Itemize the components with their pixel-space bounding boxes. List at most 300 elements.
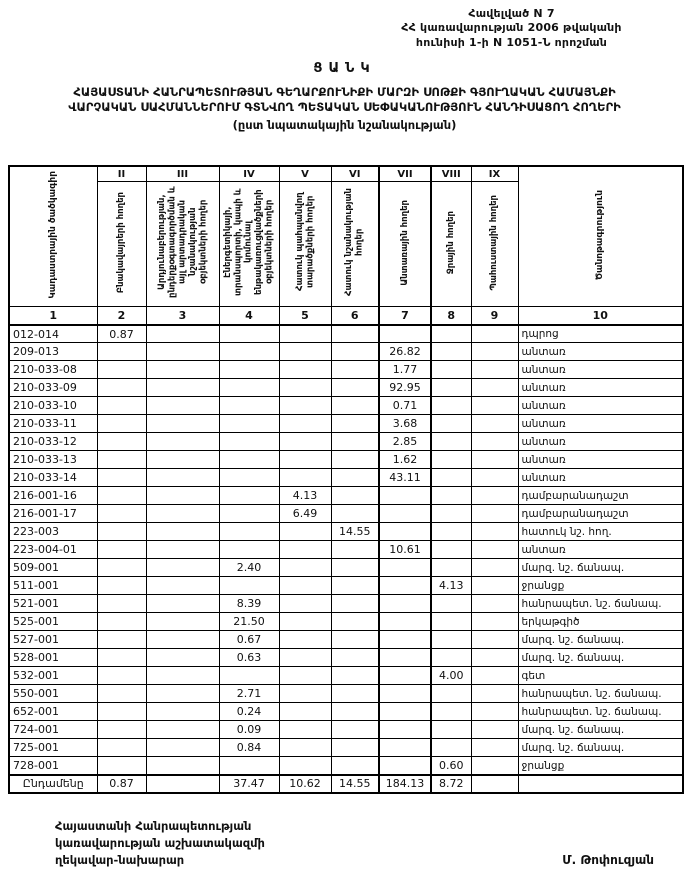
table-row bbox=[9, 487, 683, 505]
cell-area-value bbox=[146, 775, 219, 793]
table-row bbox=[9, 505, 683, 523]
cell-area-value bbox=[97, 559, 146, 577]
table-row bbox=[9, 415, 683, 433]
cell-area-value bbox=[146, 343, 219, 361]
cell-area-value bbox=[279, 649, 331, 667]
cell-area-value bbox=[379, 721, 431, 739]
column-header-special-purpose-lands: Հատուկ նշանակության հողեր bbox=[331, 182, 379, 307]
cell-area-value bbox=[279, 685, 331, 703]
cell-area-value bbox=[471, 379, 518, 397]
cell-note: հատուկ նշ. հող. bbox=[518, 523, 683, 541]
cell-area-value bbox=[97, 433, 146, 451]
cell-cadastral-code: 725-001 bbox=[9, 739, 97, 757]
column-header-energy-transport-lands: Էներգետիկայի, տրանսպորտի, կապի և կոմունալ ենթակառուցվածքների օբյեկտների հողեր bbox=[219, 182, 279, 307]
cell-area-value bbox=[279, 379, 331, 397]
cell-area-value: 10.61 bbox=[379, 541, 431, 559]
cell-area-value bbox=[146, 577, 219, 595]
cell-area-value bbox=[431, 703, 471, 721]
cell-area-value bbox=[331, 739, 379, 757]
cell-area-value bbox=[331, 343, 379, 361]
column-header-cadastral-code bbox=[9, 166, 97, 307]
cell-area-value bbox=[431, 325, 471, 343]
cell-area-value bbox=[146, 523, 219, 541]
cell-area-value: 3.68 bbox=[379, 415, 431, 433]
cell-area-value bbox=[146, 559, 219, 577]
cell-area-value bbox=[97, 451, 146, 469]
cell-area-value bbox=[97, 343, 146, 361]
cell-cadastral-code: 210-033-13 bbox=[9, 451, 97, 469]
cell-area-value bbox=[97, 541, 146, 559]
cell-area-value bbox=[471, 739, 518, 757]
cell-area-value bbox=[279, 523, 331, 541]
cell-area-value: 14.55 bbox=[331, 775, 379, 793]
table-row bbox=[9, 541, 683, 559]
cell-note: հանրապետ. նշ. ճանապ. bbox=[518, 703, 683, 721]
cell-area-value bbox=[331, 577, 379, 595]
cell-cadastral-code: 223-003 bbox=[9, 523, 97, 541]
annex-line: Հավելված N 7 bbox=[468, 7, 555, 20]
cell-area-value bbox=[471, 505, 518, 523]
cell-cadastral-code: 216-001-17 bbox=[9, 505, 97, 523]
cell-area-value bbox=[431, 469, 471, 487]
cell-area-value bbox=[97, 469, 146, 487]
cell-area-value bbox=[97, 505, 146, 523]
cell-cadastral-code: 210-033-12 bbox=[9, 433, 97, 451]
cell-area-value bbox=[379, 667, 431, 685]
cell-cadastral-code: 223-004-01 bbox=[9, 541, 97, 559]
cell-area-value bbox=[97, 361, 146, 379]
cell-area-value bbox=[471, 649, 518, 667]
cell-note: մարզ. նշ. ճանապ. bbox=[518, 721, 683, 739]
cell-area-value bbox=[146, 451, 219, 469]
column-number: 5 bbox=[279, 307, 331, 325]
cell-note: անտառ bbox=[518, 541, 683, 559]
column-header-label: Ծանոթագրություն bbox=[594, 190, 605, 281]
column-header-forest-lands: Անտառային հողեր bbox=[379, 182, 431, 307]
cell-area-value bbox=[97, 703, 146, 721]
cell-area-value: 0.09 bbox=[219, 721, 279, 739]
cell-area-value bbox=[146, 487, 219, 505]
cell-area-value bbox=[379, 505, 431, 523]
cell-area-value bbox=[279, 325, 331, 343]
cell-area-value: 26.82 bbox=[379, 343, 431, 361]
cell-area-value: 0.84 bbox=[219, 739, 279, 757]
cell-area-value bbox=[279, 343, 331, 361]
table-row bbox=[9, 649, 683, 667]
column-number: 2 bbox=[97, 307, 146, 325]
cell-area-value bbox=[431, 379, 471, 397]
column-number: 8 bbox=[431, 307, 471, 325]
column-header-industrial-lands: Արդյունաբերության, ընդերքօգտագործման և այլ արտադրական նշանակության օբյեկտների հողեր bbox=[146, 182, 219, 307]
cell-area-value bbox=[97, 649, 146, 667]
table-row bbox=[9, 613, 683, 631]
cell-cadastral-code: 210-033-08 bbox=[9, 361, 97, 379]
cell-area-value bbox=[279, 397, 331, 415]
cell-area-value bbox=[279, 415, 331, 433]
cell-note: մարզ. նշ. ճանապ. bbox=[518, 649, 683, 667]
cell-area-value bbox=[97, 523, 146, 541]
cell-area-value bbox=[431, 631, 471, 649]
cell-area-value bbox=[431, 451, 471, 469]
annex-line: ՀՀ կառավարության 2006 թվականի bbox=[401, 21, 622, 35]
cell-area-value bbox=[331, 631, 379, 649]
cell-area-value bbox=[431, 613, 471, 631]
cell-note: դպրոց bbox=[518, 325, 683, 343]
cell-area-value: 37.47 bbox=[219, 775, 279, 793]
cell-area-value bbox=[146, 613, 219, 631]
cell-area-value bbox=[331, 757, 379, 775]
cell-note: մարզ. նշ. ճանապ. bbox=[518, 559, 683, 577]
cell-area-value bbox=[279, 361, 331, 379]
cell-area-value bbox=[431, 739, 471, 757]
cell-area-value bbox=[219, 433, 279, 451]
cell-area-value: 6.49 bbox=[279, 505, 331, 523]
roman-numeral: IV bbox=[219, 166, 279, 182]
cell-cadastral-code: 652-001 bbox=[9, 703, 97, 721]
annex-line: հունիսի 1-ի N 1051-Ն որոշման bbox=[415, 35, 608, 49]
cell-cadastral-code: Ընդամենը bbox=[9, 775, 97, 793]
roman-numeral: VIII bbox=[431, 166, 471, 182]
cell-area-value: 1.62 bbox=[379, 451, 431, 469]
cell-area-value bbox=[379, 577, 431, 595]
title-line: ՎԱՐՉԱԿԱՆ ՍԱՀՄԱՆՆԵՐՈՒՄ ԳՏՆՎՈՂ ՊԵՏԱԿԱՆ ՍԵՓԱԿԱՆՈՒԹՅՈՒՆ ՀԱՆԴԻՍԱՑՈՂ ՀՈՂԵՐԻ bbox=[68, 100, 621, 115]
cell-area-value bbox=[331, 397, 379, 415]
cell-cadastral-code: 532-001 bbox=[9, 667, 97, 685]
cell-area-value bbox=[471, 775, 518, 793]
cell-area-value bbox=[219, 757, 279, 775]
table-row bbox=[9, 379, 683, 397]
cell-cadastral-code: 216-001-16 bbox=[9, 487, 97, 505]
cell-cadastral-code: 724-001 bbox=[9, 721, 97, 739]
cell-area-value bbox=[219, 577, 279, 595]
cell-area-value bbox=[331, 649, 379, 667]
cell-area-value bbox=[146, 433, 219, 451]
column-header-settlement-lands: Բնակավայրերի հողեր bbox=[97, 182, 146, 307]
table-body bbox=[9, 325, 683, 793]
cell-area-value bbox=[146, 739, 219, 757]
cell-area-value bbox=[146, 379, 219, 397]
cell-note bbox=[518, 775, 683, 793]
cell-area-value bbox=[431, 649, 471, 667]
table-row bbox=[9, 739, 683, 757]
signatory-title-line: ղեկավար-նախարար bbox=[55, 853, 185, 868]
cell-area-value bbox=[146, 685, 219, 703]
cell-note: մարզ. նշ. ճանապ. bbox=[518, 631, 683, 649]
cell-area-value bbox=[471, 451, 518, 469]
cell-area-value: 4.00 bbox=[431, 667, 471, 685]
cell-area-value bbox=[219, 469, 279, 487]
cell-area-value bbox=[471, 559, 518, 577]
cell-area-value bbox=[279, 577, 331, 595]
cell-area-value bbox=[471, 703, 518, 721]
cell-note: գետ bbox=[518, 667, 683, 685]
cell-area-value bbox=[331, 703, 379, 721]
table-row bbox=[9, 343, 683, 361]
cell-area-value bbox=[471, 667, 518, 685]
cell-area-value bbox=[279, 757, 331, 775]
cell-area-value bbox=[219, 361, 279, 379]
cell-area-value bbox=[219, 379, 279, 397]
cell-area-value bbox=[331, 433, 379, 451]
cell-area-value bbox=[219, 325, 279, 343]
cell-area-value bbox=[431, 523, 471, 541]
cell-area-value bbox=[219, 541, 279, 559]
cell-area-value bbox=[431, 433, 471, 451]
roman-numeral: VI bbox=[331, 166, 379, 182]
total-row bbox=[9, 775, 683, 793]
cell-area-value bbox=[279, 451, 331, 469]
cell-area-value bbox=[146, 469, 219, 487]
cell-note: անտառ bbox=[518, 469, 683, 487]
cell-area-value bbox=[431, 595, 471, 613]
cell-area-value bbox=[331, 325, 379, 343]
cell-area-value bbox=[146, 595, 219, 613]
cell-area-value bbox=[471, 469, 518, 487]
cell-area-value bbox=[471, 757, 518, 775]
signatory-name: Մ. Թոփուզյան bbox=[562, 852, 654, 867]
table-row bbox=[9, 559, 683, 577]
table-row bbox=[9, 631, 683, 649]
cell-area-value bbox=[331, 415, 379, 433]
cell-cadastral-code: 012-014 bbox=[9, 325, 97, 343]
column-number: 7 bbox=[379, 307, 431, 325]
cell-area-value bbox=[279, 595, 331, 613]
cell-area-value bbox=[219, 451, 279, 469]
cell-area-value bbox=[146, 649, 219, 667]
title-line: ՀԱՅԱՍՏԱՆԻ ՀԱՆՐԱՊԵՏՈՒԹՅԱՆ ԳԵՂԱՐՔՈՒՆԻՔԻ ՄԱՐԶԻ ՍՈԹՔԻ ԳՅՈՒՂԱԿԱՆ ՀԱՄԱՅՆՔԻ bbox=[73, 84, 616, 99]
cell-area-value bbox=[331, 613, 379, 631]
cell-area-value: 8.39 bbox=[219, 595, 279, 613]
cell-area-value bbox=[331, 361, 379, 379]
cell-area-value: 8.72 bbox=[431, 775, 471, 793]
cell-area-value bbox=[431, 361, 471, 379]
cell-area-value bbox=[431, 541, 471, 559]
cell-area-value bbox=[471, 541, 518, 559]
cell-cadastral-code: 210-033-11 bbox=[9, 415, 97, 433]
cell-area-value bbox=[146, 415, 219, 433]
cell-area-value bbox=[97, 685, 146, 703]
cell-note: անտառ bbox=[518, 343, 683, 361]
cell-area-value bbox=[379, 631, 431, 649]
cell-note: ջրանցք bbox=[518, 577, 683, 595]
cell-area-value bbox=[97, 379, 146, 397]
cell-area-value bbox=[431, 415, 471, 433]
cell-note: հանրապետ. նշ. ճանապ. bbox=[518, 595, 683, 613]
cell-area-value bbox=[379, 757, 431, 775]
cell-area-value bbox=[471, 325, 518, 343]
cell-area-value bbox=[331, 721, 379, 739]
cell-area-value bbox=[279, 703, 331, 721]
cell-note: դամբարանադաշտ bbox=[518, 487, 683, 505]
cell-area-value bbox=[97, 667, 146, 685]
cell-area-value bbox=[279, 469, 331, 487]
annex-reference bbox=[352, 7, 671, 50]
cell-cadastral-code: 528-001 bbox=[9, 649, 97, 667]
table-row bbox=[9, 451, 683, 469]
cell-area-value bbox=[279, 559, 331, 577]
cell-area-value bbox=[331, 379, 379, 397]
cell-area-value bbox=[379, 649, 431, 667]
roman-numeral: II bbox=[97, 166, 146, 182]
cell-area-value bbox=[219, 667, 279, 685]
cell-area-value bbox=[431, 505, 471, 523]
cell-area-value bbox=[431, 721, 471, 739]
table-row bbox=[9, 667, 683, 685]
cell-cadastral-code: 210-033-09 bbox=[9, 379, 97, 397]
cell-area-value bbox=[379, 523, 431, 541]
column-number: 9 bbox=[471, 307, 518, 325]
cell-area-value bbox=[146, 397, 219, 415]
cell-area-value bbox=[431, 559, 471, 577]
cell-area-value: 184.13 bbox=[379, 775, 431, 793]
cell-area-value bbox=[471, 721, 518, 739]
roman-numeral: IX bbox=[471, 166, 518, 182]
table-row bbox=[9, 523, 683, 541]
column-number: 1 bbox=[9, 307, 97, 325]
cell-area-value bbox=[471, 487, 518, 505]
column-number: 6 bbox=[331, 307, 379, 325]
table-row bbox=[9, 433, 683, 451]
cell-area-value bbox=[331, 559, 379, 577]
cell-area-value: 92.95 bbox=[379, 379, 431, 397]
cell-area-value: 0.87 bbox=[97, 325, 146, 343]
cell-area-value bbox=[146, 703, 219, 721]
cell-area-value bbox=[97, 595, 146, 613]
table-row bbox=[9, 757, 683, 775]
cell-area-value bbox=[471, 397, 518, 415]
table-row bbox=[9, 397, 683, 415]
cell-area-value bbox=[331, 469, 379, 487]
cell-area-value bbox=[146, 505, 219, 523]
column-number-row bbox=[9, 307, 683, 325]
cell-area-value bbox=[146, 757, 219, 775]
cell-area-value bbox=[331, 505, 379, 523]
cell-area-value bbox=[146, 631, 219, 649]
cell-area-value bbox=[219, 415, 279, 433]
cell-area-value bbox=[219, 523, 279, 541]
cell-area-value bbox=[471, 685, 518, 703]
cell-area-value bbox=[146, 721, 219, 739]
roman-numeral: III bbox=[146, 166, 219, 182]
column-number: 4 bbox=[219, 307, 279, 325]
table-row bbox=[9, 469, 683, 487]
cell-area-value bbox=[471, 415, 518, 433]
cell-cadastral-code: 550-001 bbox=[9, 685, 97, 703]
cell-area-value bbox=[146, 667, 219, 685]
cell-area-value bbox=[219, 397, 279, 415]
cell-cadastral-code: 509-001 bbox=[9, 559, 97, 577]
cell-area-value bbox=[279, 433, 331, 451]
cell-area-value bbox=[331, 487, 379, 505]
cell-area-value bbox=[219, 343, 279, 361]
cell-cadastral-code: 527-001 bbox=[9, 631, 97, 649]
cell-area-value bbox=[331, 451, 379, 469]
cell-area-value bbox=[471, 613, 518, 631]
cell-area-value bbox=[431, 343, 471, 361]
cell-area-value bbox=[97, 415, 146, 433]
cell-note: անտառ bbox=[518, 415, 683, 433]
cell-area-value bbox=[379, 739, 431, 757]
column-header-water-lands: Ջրային հողեր bbox=[431, 182, 471, 307]
table-row bbox=[9, 577, 683, 595]
cell-area-value bbox=[97, 757, 146, 775]
cell-area-value bbox=[471, 343, 518, 361]
cell-note: անտառ bbox=[518, 361, 683, 379]
cell-cadastral-code: 209-013 bbox=[9, 343, 97, 361]
column-header-label: Կադաստրային ծածկագիր bbox=[47, 171, 58, 299]
cell-area-value bbox=[471, 433, 518, 451]
cell-area-value bbox=[379, 613, 431, 631]
signature-block bbox=[55, 818, 654, 870]
cell-note: անտառ bbox=[518, 433, 683, 451]
cell-area-value bbox=[471, 631, 518, 649]
cell-note: անտառ bbox=[518, 397, 683, 415]
table-row bbox=[9, 595, 683, 613]
cell-area-value bbox=[97, 397, 146, 415]
cell-area-value bbox=[146, 541, 219, 559]
cell-area-value: 21.50 bbox=[219, 613, 279, 631]
cell-area-value bbox=[219, 505, 279, 523]
table-row bbox=[9, 361, 683, 379]
cell-area-value: 4.13 bbox=[279, 487, 331, 505]
cell-area-value bbox=[379, 559, 431, 577]
cell-area-value bbox=[219, 487, 279, 505]
table-row bbox=[9, 685, 683, 703]
signatory-title-line: կառավարության աշխատակազմի bbox=[55, 836, 265, 851]
cell-note: ջրանցք bbox=[518, 757, 683, 775]
cell-cadastral-code: 525-001 bbox=[9, 613, 97, 631]
cell-area-value bbox=[331, 541, 379, 559]
cell-area-value bbox=[431, 487, 471, 505]
cell-area-value: 1.77 bbox=[379, 361, 431, 379]
signatory-title bbox=[55, 818, 265, 870]
cell-area-value: 4.13 bbox=[431, 577, 471, 595]
cell-area-value bbox=[146, 361, 219, 379]
cell-area-value: 0.87 bbox=[97, 775, 146, 793]
cell-note: անտառ bbox=[518, 451, 683, 469]
column-number: 3 bbox=[146, 307, 219, 325]
cell-area-value bbox=[279, 541, 331, 559]
cell-area-value: 0.60 bbox=[431, 757, 471, 775]
cell-cadastral-code: 511-001 bbox=[9, 577, 97, 595]
cell-area-value bbox=[279, 613, 331, 631]
cell-area-value: 0.71 bbox=[379, 397, 431, 415]
cell-area-value: 14.55 bbox=[331, 523, 379, 541]
cell-area-value bbox=[431, 685, 471, 703]
cell-area-value bbox=[471, 595, 518, 613]
cell-area-value bbox=[471, 577, 518, 595]
cell-area-value bbox=[279, 667, 331, 685]
cell-area-value: 2.85 bbox=[379, 433, 431, 451]
cell-area-value: 43.11 bbox=[379, 469, 431, 487]
cell-note: մարզ. նշ. ճանապ. bbox=[518, 739, 683, 757]
cell-area-value bbox=[279, 739, 331, 757]
cell-area-value bbox=[331, 685, 379, 703]
document-heading: ՑԱՆԿ bbox=[313, 60, 376, 76]
cell-cadastral-code: 210-033-14 bbox=[9, 469, 97, 487]
cell-area-value: 2.40 bbox=[219, 559, 279, 577]
cell-area-value: 2.71 bbox=[219, 685, 279, 703]
cell-cadastral-code: 728-001 bbox=[9, 757, 97, 775]
cell-area-value bbox=[379, 595, 431, 613]
cell-area-value: 0.67 bbox=[219, 631, 279, 649]
column-header-note bbox=[518, 166, 683, 307]
cell-area-value bbox=[379, 685, 431, 703]
cell-cadastral-code: 521-001 bbox=[9, 595, 97, 613]
cell-area-value bbox=[146, 325, 219, 343]
cell-note: հանրապետ. նշ. ճանապ. bbox=[518, 685, 683, 703]
cell-area-value bbox=[471, 361, 518, 379]
